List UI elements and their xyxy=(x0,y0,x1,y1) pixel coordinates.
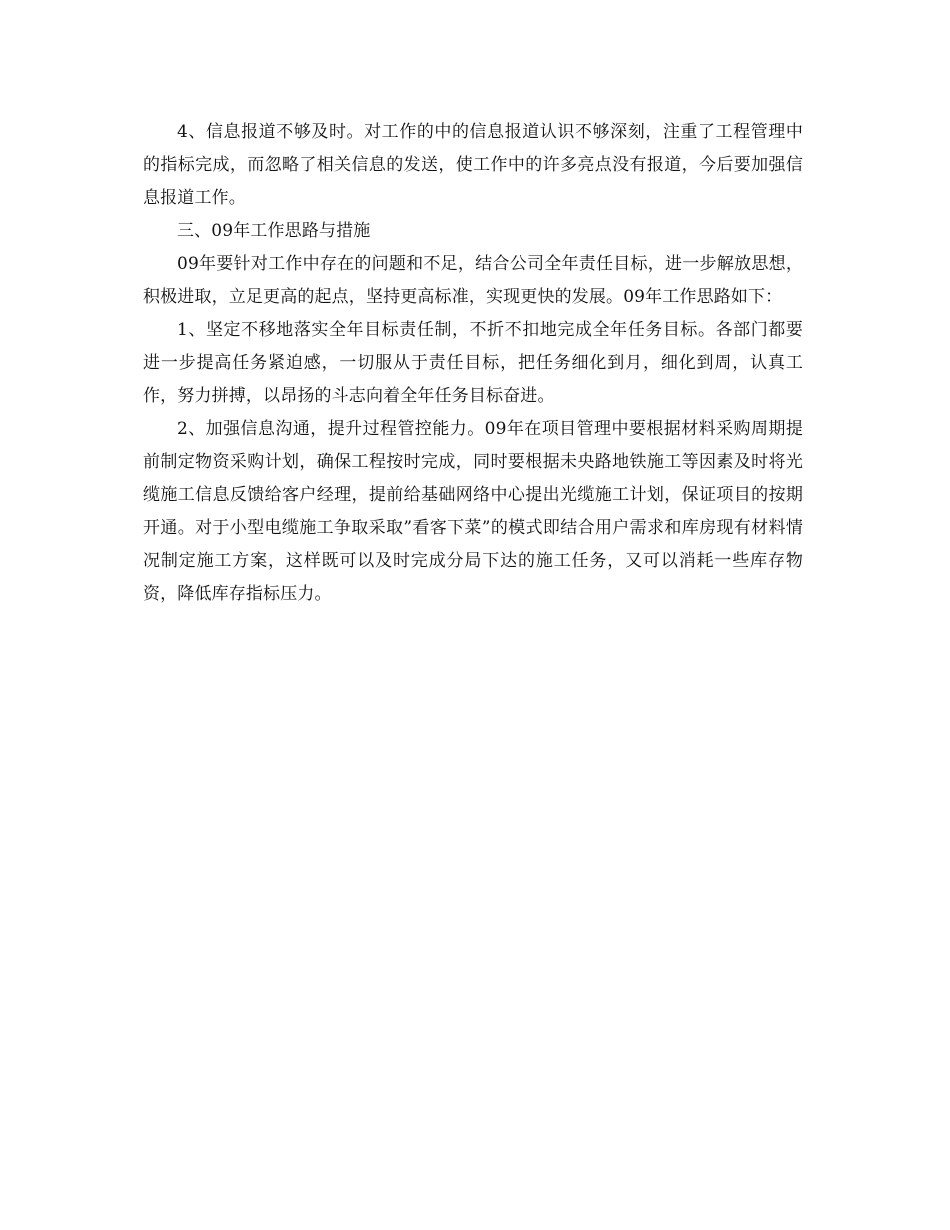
paragraph-target-responsibility: 1、坚定不移地落实全年目标责任制，不折不扣地完成全年任务目标。各部门都要进一步提高任务紧迫感，一切服从于责任目标，把任务细化到月，细化到周，认真工作，努力拼搏，以昂扬的斗志向着全年任务目标奋进。 xyxy=(143,320,803,406)
section-heading-2009-plan: 三、09年工作思路与措施 xyxy=(177,221,371,241)
paragraph-info-reporting: 4、信息报道不够及时。对工作的中的信息报道认识不够深刻，注重了工程管理中的指标完成，而忽略了相关信息的发送，使工作中的许多亮点没有报道，今后要加强信息报道工作。 xyxy=(143,122,803,208)
document-body xyxy=(143,116,803,611)
paragraph-information-communication: 2、加强信息沟通，提升过程管控能力。09年在项目管理中要根据材料采购周期提前制定物资采购计划，确保工程按时完成，同时要根据未央路地铁施工等因素及时将光缆施工信息反馈给客户经理，提前给基础网络中心提出光缆施工计划，保证项目的按期开通。对于小型电缆施工争取采取”看客下菜”的模式即结合用户需求和库房现有材料情况制定施工方案，这样既可以及时完成分局下达的施工任务，又可以消耗一些库存物资，降低库存指标压力。 xyxy=(143,419,803,604)
paragraph-2009-overview: 09年要针对工作中存在的问题和不足，结合公司全年责任目标，进一步解放思想，积极进取，立足更高的起点，坚持更高标准，实现更快的发展。09年工作思路如下： xyxy=(143,254,803,307)
